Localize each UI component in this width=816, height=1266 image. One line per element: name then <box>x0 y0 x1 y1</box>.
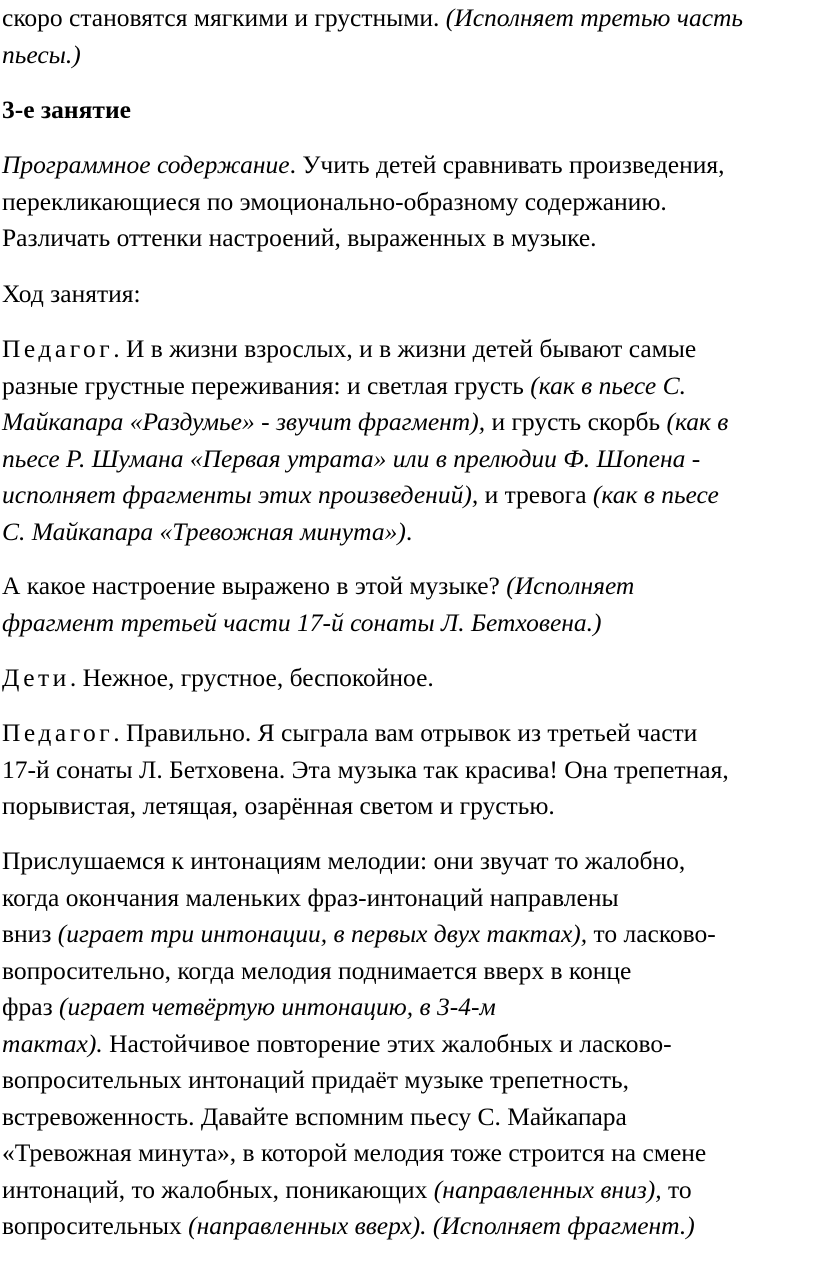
text-line: перекликающиеся по эмоционально-образному содержанию. <box>2 186 667 216</box>
italic-remark: (как в <box>666 407 729 436</box>
text-segment: . Учить детей сравнивать произведения, <box>289 150 725 179</box>
speaker-teacher: Педагог <box>2 718 114 747</box>
lesson-progress-label: Ход занятия: <box>2 279 141 308</box>
italic-remark: пьесы.) <box>2 39 81 69</box>
italic-remark: (как в пьесе <box>592 480 719 509</box>
text-segment: . Нежное, грустное, беспокойное. <box>69 663 434 692</box>
text-segment: то <box>661 1174 692 1204</box>
italic-remark: тактах). <box>2 1028 103 1058</box>
text-segment: и грусть скорбь <box>485 407 667 436</box>
text-line: Прислушаемся к интонациям мелодии: они звучат то жалобно, <box>2 846 686 875</box>
italic-remark: (играет четвёртую интонацию, в 3-4-м <box>59 992 496 1021</box>
italic-remark: (Исполняет третью часть <box>445 3 744 32</box>
text-segment: вниз <box>2 919 58 948</box>
text-segment: вопросительных <box>2 1211 189 1240</box>
paragraph-teacher-1 <box>2 331 814 550</box>
text-segment: . <box>405 516 413 546</box>
text-segment: интонаций, то жалобных, поникающих <box>2 1174 434 1204</box>
text-line: порывистая, летящая, озарённая светом и грустью. <box>2 791 555 820</box>
text-segment: скоро становятся мягкими и грустными. <box>2 3 446 32</box>
text-line: «Тревожная минута», в которой мелодия тоже строится на смене <box>2 1138 707 1167</box>
text-segment: . И в жизни взрослых, и в жизни детей бывают самые <box>113 334 697 363</box>
text-segment: и тревога <box>478 480 593 509</box>
speaker-children: Дети <box>2 663 70 692</box>
text-line: 17-й сонаты Л. Бетховена. Эта музыка так красива! Она трепетная, <box>2 754 729 784</box>
text-segment: то ласково- <box>587 919 716 948</box>
paragraph-question <box>2 568 814 641</box>
text-line: вопросительно, когда мелодия поднимается вверх в конце <box>2 955 632 985</box>
text-line: когда окончания маленьких фраз-интонаций направлены <box>2 882 619 912</box>
italic-remark: (направленных вверх). (Исполняет фрагмент.) <box>188 1211 695 1240</box>
paragraph-children <box>2 660 814 697</box>
italic-remark: Майкапара «Раздумье» - звучит фрагмент), <box>2 407 486 436</box>
text-segment: А какое настроение выражено в этой музыке? <box>2 571 507 600</box>
italic-remark: (играет три интонации, в первых двух тактах), <box>57 919 588 948</box>
text-segment: фраз <box>2 992 60 1021</box>
paragraph-teacher-2 <box>2 715 814 825</box>
text-segment: Настойчивое повторение этих жалобных и ласково- <box>102 1028 672 1058</box>
paragraph-intonations <box>2 843 814 1245</box>
italic-remark: исполняет фрагменты этих произведений), <box>2 480 479 509</box>
text-segment: . Правильно. Я сыграла вам отрывок из третьей части <box>113 718 698 747</box>
text-line: вопросительных интонаций придаёт музыке трепетность, <box>2 1065 630 1094</box>
italic-remark: пьесе Р. Шумана «Первая утрата» или в прелюдии Ф. Шопена - <box>2 443 701 473</box>
italic-remark: (как в пьесе С. <box>530 370 686 400</box>
text-line: Различать оттенки настроений, выраженных в музыке. <box>2 223 597 252</box>
italic-remark: (Исполняет <box>506 571 635 600</box>
italic-remark: С. Майкапара «Тревожная минута») <box>2 516 406 546</box>
paragraph-intro-tail <box>2 0 814 73</box>
italic-remark: фрагмент третьей части 17-й сонаты Л. Бетховена.) <box>2 607 602 637</box>
italic-label: Программное содержание <box>2 150 290 179</box>
paragraph-program-content <box>2 147 814 257</box>
text-segment: разные грустные переживания: и светлая грусть <box>2 370 531 400</box>
speaker-teacher: Педагог <box>2 334 114 363</box>
lesson-heading: 3-е занятие <box>2 95 131 124</box>
italic-remark: (направленных вниз), <box>433 1174 662 1204</box>
text-line: встревоженность. Давайте вспомним пьесу С. Майкапара <box>2 1101 627 1131</box>
